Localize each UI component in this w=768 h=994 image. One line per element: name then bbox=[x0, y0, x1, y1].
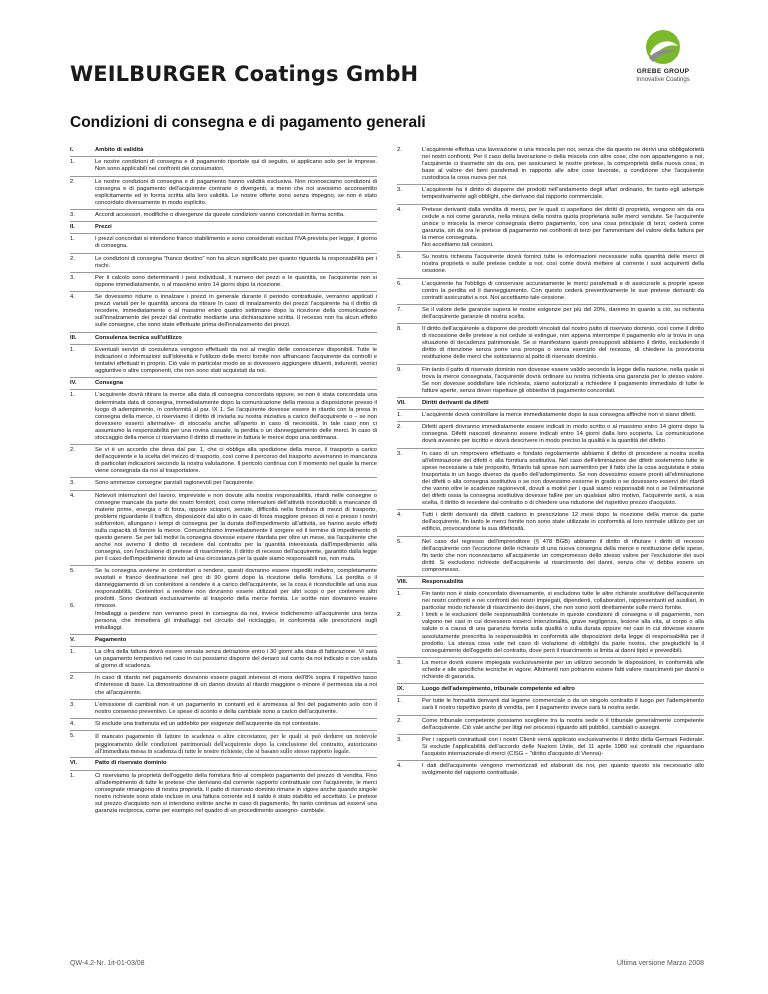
left-column bbox=[70, 147, 377, 817]
clause-text: Su nostra richiesta l'acquirente dovrà fornirci tutte le informazioni necessarie sulla quantità delle merci di nostra proprietà e sulle pretese cedute a noi, così come dovrà mettere al corrente i suoi acquirenti della cessione. bbox=[422, 254, 704, 275]
section-heading-row bbox=[70, 332, 377, 344]
clause-text: Eventuali servizi di consulenza vengono effettuati da noi al meglio delle conoscenze disponibili. Tutte le indicazioni o informazioni sull'idoneità e l'utilizzo delle merci fornite non affrancano l'acquirente da controlli e tentativi effettuati in proprio. Ciò vale in particolar modo se si dovessero aggiungere diluenti, indurenti, vernici aggiuntive o altre componenti, che non sono stati acquistati da noi. bbox=[95, 346, 377, 374]
clause-number: 2. bbox=[397, 147, 402, 153]
clause-text: Il mancato pagamento di fatture in scadenza o altre circostanze, per le quali si può dedurre un notevole peggioramento delle condizioni patrimoniali dell'acquirente dopo la conclusione del contratto, autorizzano all'immediata messa in scadenza di tutte le nostre richieste, che si basano sullo stesso rapporto legale. bbox=[95, 733, 377, 755]
clause-number: 3. bbox=[397, 736, 402, 743]
section-title: Responsabilità bbox=[422, 579, 464, 586]
clause-number: 1. bbox=[70, 392, 75, 399]
clause-text: Fin tanto non è stato concordato diversamente, si escludono tutte le altre richieste sostitutive dell'acquirente nei nostri confronti e nei confronti dei nostri impiegati, dipendenti, collaboratori, rappresentanti ed ausiliari, in particolar modo richieste di risarcimento dei danni, che non sono sorti direttamente sulle merci fornite. I limiti e le esclusioni delle responsabilità contenute in queste condizioni di consegna e di pagamento, non valgono nei casi in cui dovessero esserci intenzionalità, grave negligenza, lesione alla vita, al corpo o alla salute o a causa di una garanzia fornita sulla qualità o sulla durata oppure nei casi in cui dovesse essere assolutamente prescritta la responsabilità in conformità alle disposizioni della legge di responsabilità per il prodotto. La stessa cosa vale nel caso di violazione di obblighi da parte nostra, che pregiudichi la il conseguimento dell'oggetto del contratto, dove però il risarcimento si limita ai danni tipici e prevedibili. bbox=[422, 591, 704, 654]
clause-number: 4. bbox=[397, 206, 402, 213]
clause-text: Per il calcolo sono determinanti i pesi individuali, il numero dei pezzi e le quantità, se l'acquirente non si oppone immediatamente, o al massimo entro 14 giorni dopo la ricezione. bbox=[95, 274, 377, 288]
clause-text: L'emissione di cambiali non è un pagamento in contanti ed è ammessa al fini del pagamento solo con il nostro consenso preventivo. Le spese di sconto e della cambiale sono a carico dell'acquirente. bbox=[95, 701, 377, 715]
clause-text: Fin tanto il patto di riservato dominio non dovesse essere valido secondo la legge della nazione, nella quale si trova la merce consegnata, l'acquirente dovrà ordinare su nostra richiesta una garanzia per lo stesso valore. Se non dovesse soddisfare tale richiesta, siamo autorizzati a richiedere il pagamento immediato di tutte le fatture aperte, senza dover rispettare gli obbiettivi di pagamento concordati. bbox=[422, 366, 704, 394]
clause-number: 2. bbox=[70, 675, 75, 682]
section-heading-row bbox=[397, 397, 704, 409]
clause-number: 7. bbox=[397, 306, 402, 313]
clause-row bbox=[397, 364, 704, 397]
clause-text: Il diritto dell'acquirente a disporre dei prodotti vincolati dal nostro patto di riservato dominio, così come il diritto di riscossione delle pretese a noi cedute si estingue, non appena interrompe il pagamento e/o si trova in una situazione di decadenza patrimoniale. Se si manifestano questi presupposti abbiamo il diritto, escludendo il diritto di ritenzione senza porre una proroga o senza esercizio del recesso, di chiedere la provvisoria restituzione delle merci che sottostanno al patto di riservato dominio. bbox=[422, 326, 704, 361]
terms-body bbox=[70, 147, 704, 955]
clause-row bbox=[70, 233, 377, 252]
section-title: Prezzi bbox=[95, 224, 112, 231]
clause-text: La cifra della fattura dovrà essere versata senza detrazione entro i 30 giorni alla data di fatturazione. Vi sarà un pagamento tempestivo nel caso in cui possiamo disporre del denaro sul conto da noi indicato e con valuta al giorno di scadenza. bbox=[95, 649, 377, 670]
grebe-logo bbox=[622, 28, 704, 94]
clause-row bbox=[397, 421, 704, 447]
section-heading-row bbox=[70, 147, 377, 156]
clause-text: Pretese derivanti dalla vendita di merci, per le quali ci aspettano dei diritti di proprietà, vengono sin da ora cedute a noi come garanzia, nella misura della nostra quota proprietaria sulle merci vendute. Se l'acquirente unisce o miscela la merce consegnata dietro pagamento, con una cosa principale di terzi, cederà come garanzia, sin da ora le pretese di pagamento nei confronti di terzi per l'ammontare del valore della fattura per la merce consegnata. Noi accettiamo tali cessioni. bbox=[422, 206, 704, 248]
clause-text: Difetti aperti dovranno immediatamente essere indicati in modo scritto o al massimo entro 14 giorni dopo la consegna. Difetti nascosti dovranno essere indicati entro 14 giorni dalla loro scoperta. La comunicazione dovrà avvenire per iscritto e dovrà descrivere in modo preciso la qualità e la quantità del difetto. bbox=[422, 424, 704, 445]
clause-row bbox=[397, 323, 704, 363]
clause-row bbox=[70, 718, 377, 730]
section-title: Luogo dell'adempimento, tribunale competente ed altro bbox=[422, 686, 575, 693]
section-number: V. bbox=[70, 636, 75, 643]
clause-row bbox=[397, 278, 704, 304]
clause-number: 1. bbox=[70, 236, 75, 243]
section-title: Pagamento bbox=[95, 636, 127, 643]
clause-number: 2. bbox=[70, 446, 75, 453]
clause-text: Tutti i diritti derivanti da difetti cadono in prescrizione 12 mesi dopo la ricezione della merce da parte dell'acquirente, fin tanto le merci fornite non sono state utilizzate in conformità al loro normale utilizzo per un edificio, provocandone la sua difettosità. bbox=[422, 512, 704, 533]
clause-text: Per tutte le formalità derivanti dal legame commerciale o da un singolo contratto il luogo per l'adempimento sarà il nostro rispettivo punto di vendita, per il pagamento invece sarà la nostra sede. bbox=[422, 698, 704, 712]
clause-row bbox=[70, 699, 377, 718]
clause-text: Se dovessimo ridurre o innalzare i prezzi in generale durante il periodo contrattuale, verranno applicati i prezzi variati per le quantità ancora da ritirare In caso di innalzamento dei prezzi l'acquirente ha il diritto di recedere, immediatamente o al massimo entro quattro settimane dopo la ricezione della comunicazione sull'innalzamento dei prezzi dal contratto mediante una dichiarazione scritta. Il recesso non ha alcun effetto sulle consegne, che sono state effettuate prima dell'innalzamento dei prezzi. bbox=[95, 294, 377, 329]
clause-number: 5. bbox=[70, 733, 75, 740]
clause-number: 1. bbox=[397, 412, 402, 419]
clause-row bbox=[397, 734, 704, 760]
clause-row bbox=[397, 588, 704, 657]
clause-text: Si esclude una trattenuta ed un addebito per esigenze dell'acquirente da noi contestate. bbox=[95, 721, 321, 728]
clause-number: 2. bbox=[397, 717, 402, 724]
clause-text: Ci riserviamo la proprietà dell'oggetto della fornitura fino al completo pagamento del prezzo di vendita. Fino all'adempimento di tutte le pretese che deriviano dal corrente rapporto contrattuale con l'acquirente, le merci consegnate rimangono di nostra proprietà. Il patto di riservato dominio rimane in vigore anche quando singole nostre richieste sono state incluse in una fattura corrente ed il saldo è stato stabilito ed accettato. Le pretese sul prezzo d'acquisto non si intendono estinte anche in caso di pagamento, fin tanto continua ad esservi una garanzia reciproca, come per esempio nel quadro di un procedimento assegno- cambiale. bbox=[95, 772, 377, 814]
version-date: Ultima versione Marzo 2008 bbox=[616, 960, 704, 967]
clause-number: 3. bbox=[70, 701, 75, 708]
company-name: WEILBURGER Coatings GmbH bbox=[70, 62, 419, 86]
section-number: III. bbox=[70, 334, 77, 341]
clause-number: 6. bbox=[397, 280, 402, 287]
logo-tagline: Innovative Coatings bbox=[636, 76, 690, 83]
clause-number: 4. bbox=[397, 763, 402, 770]
section-number: II. bbox=[70, 224, 75, 231]
clause-row bbox=[70, 646, 377, 672]
section-number: IX. bbox=[397, 686, 405, 693]
clause-number: 3. bbox=[397, 450, 402, 457]
clause-number: 1. 2. bbox=[397, 591, 402, 619]
section-heading-row bbox=[397, 683, 704, 695]
clause-row bbox=[397, 760, 704, 779]
clause-row bbox=[70, 770, 377, 817]
clause-text: L'acquirente ha il diritto di disporre dei prodotti nell'andamento degli affari ordinario, fin tanto egli adempie tempestivamente agli obblighi, che derivano dal rapporto commerciale. bbox=[422, 187, 704, 201]
clause-number: 3. bbox=[397, 659, 402, 666]
right-column bbox=[397, 147, 704, 780]
clause-row bbox=[70, 176, 377, 209]
clause-row bbox=[397, 657, 704, 683]
clause-text: Se la consegna avviene in contenitori a rendere, questi dovranno essere rispediti indietro, completamente svuotati e franco destinazione nel giro di 90 giorni dopo la ricezione della fornitura. La perdita o il danneggiamento di un contenitore a rendere è a carico dell'acquirente, se la cosa è riconducibile ad una sua responsabilità. Contenitori a rendere non dovranno essere utilizzati per altri scopi o per contenere altri prodotti. Sono destinati esclusivamente al trasporto della merce fornita. Le scritte non dovranno essere rimosse. Imballaggi a perdere non verranno presi in consegna da noi, invece indicheremo all'acquirente una terza persona, che immetterà gli imballaggi nel circuito del riciclaggio, in conformità alle prescrizioni sugli imballaggi. bbox=[95, 568, 377, 631]
section-title: Diritti derivanti da difetti bbox=[422, 399, 489, 406]
clause-row bbox=[397, 251, 704, 277]
clause-row bbox=[70, 490, 377, 566]
clause-row bbox=[70, 444, 377, 477]
section-title: Patto di riservato dominio bbox=[95, 760, 167, 767]
clause-number: 4. bbox=[70, 294, 75, 301]
clause-row bbox=[70, 272, 377, 291]
clause-row bbox=[70, 344, 377, 377]
clause-row bbox=[397, 695, 704, 714]
clause-text: In caso di un rimprovero effettuato e fondato regolarmente abbiamo il diritto di procedere a nostra scelta all'eliminazione dei difetti o alla fornitura sostitutiva. Nel caso dell'eliminazione dei difetti sosterremo tutte le spese necessarie a tale proposito, fintanto tali spese non aumentino per il fatto che la cosa acquistata è stata trasportata in un luogo diverso da quello dell'adempimento. Se non dovessimo essere pronti all'eliminazione dei difetti o alla consegna sostitutiva o se non dovessimo esserne in grado o se dovessero esservi dei ritardi che vanno oltre le scadenze ragionevoli, dovuti a motivi per i quali siamo responsabili noi o se l'eliminazione dei difetti ossia la consegna sostitutiva dovesse fallire per un qualsiasi altro motivo, l'acquirente avrà, a sua scelta, il diritto di recedere dal contratto o di chiedere una riduzione del rispettivo prezzo d'acquisto. bbox=[422, 450, 704, 507]
page-header bbox=[0, 0, 768, 100]
document-title: Condizioni di consegna e di pagamento generali bbox=[70, 114, 426, 131]
clause-row bbox=[70, 672, 377, 698]
clause-row bbox=[70, 389, 377, 444]
clause-number: 4. bbox=[70, 492, 75, 499]
clause-row bbox=[397, 304, 704, 323]
section-heading-row bbox=[397, 576, 704, 588]
section-number: I. bbox=[70, 147, 74, 153]
section-heading-row bbox=[70, 377, 377, 389]
clause-number: 5. 6. bbox=[70, 568, 75, 610]
clause-row bbox=[397, 448, 704, 510]
clause-number: 4. bbox=[397, 512, 402, 519]
clause-number: 2. bbox=[70, 178, 75, 185]
clause-text: Notevoli interruzioni del lavoro, impreviste e non dovute alla nostra responsabilità, ritardi nelle consegne o consegne mancate da parte dei nostri fornitori, così come interruzioni dell'attività riconducibili a mancanze di materie prime, energia o di forza, oppure scioperi, serrate, difficoltà nella fornitura di mezzi di trasporto, problemi riguardante il traffico, disposizioni dal alto o in caso di forza maggiore presso di noi e presso i nostri subfornitori, allungano i tempi di consegna per la durata dell'impedimento all'attività, se hanno avuto effetti sulla capacità di fornire la merce. Comunichiamo immediatamente il sorgere ed il termine di impedimento di questo genere. Se per tali motivi la consegna dovesse essere ritardata per oltre un mese, sia l'acquirente che anche noi avremo il diritto di recedere dal contratto per la quantità interessata dall'impedimento alla consegna, con l'esclusione di pretese di risarcimento. Il diritto di recesso dell'acquirente, garantito dalla legge per il caso dell'impedimento dovuto ad una circostanza per la quale siamo responsabili noi, non muta. bbox=[95, 492, 377, 563]
clause-number: 2. bbox=[70, 255, 75, 262]
clause-row bbox=[397, 409, 704, 421]
section-number: VIII. bbox=[397, 579, 408, 586]
clause-number: 3. bbox=[397, 187, 402, 194]
clause-text: Se il valore delle garanzie supera le nostre esigenze per più del 20%, daremo in quanto a ciò, su richiesta dell'acquirente garanzie di nostra scelta. bbox=[422, 306, 704, 320]
clause-number: 9. bbox=[397, 366, 402, 373]
clause-text: Accordi accessori, modifiche o divergenze da queste condizioni vanno concordati in forma scritta. bbox=[95, 211, 345, 218]
clause-number: 3. bbox=[70, 211, 75, 218]
clause-row bbox=[70, 565, 377, 634]
clause-number: 1. bbox=[70, 346, 75, 353]
section-title: Consulenza tecnica sull'utilizzo bbox=[95, 334, 182, 341]
clause-text: L'acquirente dovrà controllare la merce immediatamente dopo la sua consegna affinché non vi siano difetti. bbox=[422, 412, 697, 419]
clause-number: 3. bbox=[70, 480, 75, 487]
clause-row bbox=[397, 184, 704, 203]
clause-text: Per i rapporti contrattuali con i nostri Clienti verrà applicato esclusivamente il diritto della Germani Federale. Si esclude l'applicabilità dell'accordo delle Nazioni Unite, del 11 aprile 1980 sui contratti che riguardano l'acquisto internazionale di merci (CISG – "diritto d'acquisto di Vienna)- bbox=[422, 736, 704, 758]
clause-text: Sono ammesse consegne parziali ragionevoli per l'acquirente. bbox=[95, 480, 255, 487]
section-number: VI. bbox=[70, 760, 78, 767]
clause-row bbox=[70, 209, 377, 221]
clause-text: Come tribunale competente possiamo scegliere tra la nostra sede o il tribunale generalmente competente dell'acquirente. Ciò vale anche per litigi nei processi riguardo atti pubblici, cambiali o assegni. bbox=[422, 717, 704, 731]
section-heading-row bbox=[70, 634, 377, 646]
clause-number: 5. bbox=[397, 538, 402, 545]
clause-text: Nel caso del regresso dell'imprenditore (§ 478 BGB) abbiamo il diritto di rifiutare i diritti di recesso dell'acquirente con l'eccezione delle richieste di una nuova consegna della merce e restituzione delle spese, fin tanto che non riconosciamo all'acquirente un compromesso dello stesso valore per l'esclusione dei suoi diritti. Si escludono richieste dell'acquirente al risarcimento dei danni, senza che vi debba essere un compromesso. bbox=[422, 538, 704, 573]
clause-row bbox=[397, 147, 704, 184]
clause-text: Le nostre condizioni di consegna e di pagamento riportate qui di seguito, si applicano solo per le imprese. Non sono applicabili nei confronti dei consumatori. bbox=[95, 159, 377, 173]
clause-text: L'acquirente dovrà ritirare la merce alla data di consegna concordata oppure, se non è stata concordata una determinata data di consegna, immediatamente dopo la comunicazione della messa a disposizione presso il luogo di adempimento, in conformità al par. IX 1. Se l'acquirente dovesse essere in ritardo con la presa in consegna della merce, ci riserviamo il diritto di inviarla su nostra iniziativa a carico dell'acquirente o – se non dovessero esserci alternative- di stoccarla anche all'aperto in caso di necessità. In tale caso non ci assumiamo la responsabilità per una rovina casuale, la perdita o un danneggiamento delle merci. In caso di stoccaggio della merce ci riserviamo il diritto di mettere in fattura le merce dopo una settimana. bbox=[95, 392, 377, 441]
clause-number: 5. bbox=[397, 254, 402, 261]
clause-row bbox=[70, 291, 377, 331]
clause-text: Le nostre condizioni di consegna e di pagamento hanno validità esclusiva. Non riconosciamo condizioni di consegna e di pagamento dell'acquirente contrarie o divergenti, a meno che noi avessimo acconsentito esplicitamente ed in forma scritta alla loro validità. Le nostre offerte sono senza impegno, se non è stato concordato diversamente in modo esplicito. bbox=[95, 178, 377, 206]
clause-text: I dati dell'acquirente vengono memorizzati ed elaborati da noi, per quanto questo sia necessario allo svolgimento del rapporto contrattuale. bbox=[422, 763, 704, 777]
document-code: QW-4.2-Nr. 1it-01-03/08 bbox=[70, 960, 145, 967]
clause-row bbox=[397, 509, 704, 535]
clause-row bbox=[397, 204, 704, 251]
clause-row bbox=[70, 253, 377, 272]
clause-row bbox=[70, 477, 377, 489]
clause-number: 1. bbox=[70, 159, 75, 166]
logo-name: GREBE GROUP bbox=[636, 68, 690, 75]
clause-text: Le condizioni di consegna "franco destino" non ha alcun significato per quanto riguarda la responsabilità per i rischi. bbox=[95, 255, 377, 269]
section-title: Ambito di validità bbox=[95, 147, 144, 153]
section-heading-row bbox=[70, 757, 377, 769]
section-heading-row bbox=[70, 221, 377, 233]
clause-number: 1. bbox=[397, 698, 402, 705]
clause-text: I prezzi concordati si intendono franco stabilimento e sono considerati esclusi l'IVA prevista per legge, il giorno di consegna. bbox=[95, 236, 377, 250]
clause-row bbox=[70, 730, 377, 757]
clause-number: 4. bbox=[70, 721, 75, 728]
clause-text: Se vi è un accordo che deva dal par. 1, che ci obbliga alla spedizione della merce, il trasporto a carico dell'acquirente e la scelta del mezzo di trasporto, così come il percorso del trasporto avverranno in mancanza di particolari indicazioni secondo la nostra valutazione. Il pericolo continua con il momento nel quale la merce viene consegnata da noi al trasportatore. bbox=[95, 446, 377, 475]
grebe-logo-icon bbox=[643, 28, 683, 66]
clause-text: L'acquirente ha l'obbligo di conservare accuratamente le merci parafemali e di assicurarle a proprie spese contro la perdita ed il danneggiamento. Con questo cederà preventivamente le sue pretese derivanti da contratti assicurativi a noi. Noi accettiamo tale cessione. bbox=[422, 280, 704, 301]
clause-number: 8. bbox=[397, 326, 402, 333]
clause-number: 1. bbox=[70, 649, 75, 656]
section-number: VII. bbox=[397, 399, 406, 406]
clause-row bbox=[397, 536, 704, 576]
clause-text: La merce dovrà essere impiegata esclusivamente per un utilizzo secondo le disposizioni, in conformità alle schede e alle specifiche tecniche in vigore. Altrimenti non potranno essere fatti valere risarcimenti per danni o richieste di garanzia. bbox=[422, 659, 704, 680]
clause-number: 2. bbox=[397, 424, 402, 431]
section-number: IV. bbox=[70, 380, 77, 387]
clause-text: In caso di ritardo nel pagamento dovranno essere pagati interessi di mora dell'8% sopra il rispettivo tasso d'interesse di base. La dimostrazione di un danno dovuto al ritardo maggiore o minore è permessa sia a noi che all'acquirente. bbox=[95, 675, 377, 696]
clause-text: L'acquirente effettua una lavorazione o una miscela per noi, senza che da questo ne derivi una obbligatorietà nei nostri confronti. Per il caso della lavorazione o della miscela con altre cose, che non appartengono a noi, l'acquirente ci trasmette sin da ora, per assicurarci le nostre pretese, la comproprietà della nuova cosa, in base al valore dei beni parafemali in rapporto alle altre cose lavorate, a condizione che l'acquirente custodisca la cosa nuova per noi. bbox=[422, 147, 704, 182]
clause-number: 1. bbox=[70, 772, 75, 779]
clause-row bbox=[70, 156, 377, 175]
clause-number: 3. bbox=[70, 274, 75, 281]
clause-row bbox=[397, 715, 704, 734]
section-title: Consegna bbox=[95, 380, 124, 387]
